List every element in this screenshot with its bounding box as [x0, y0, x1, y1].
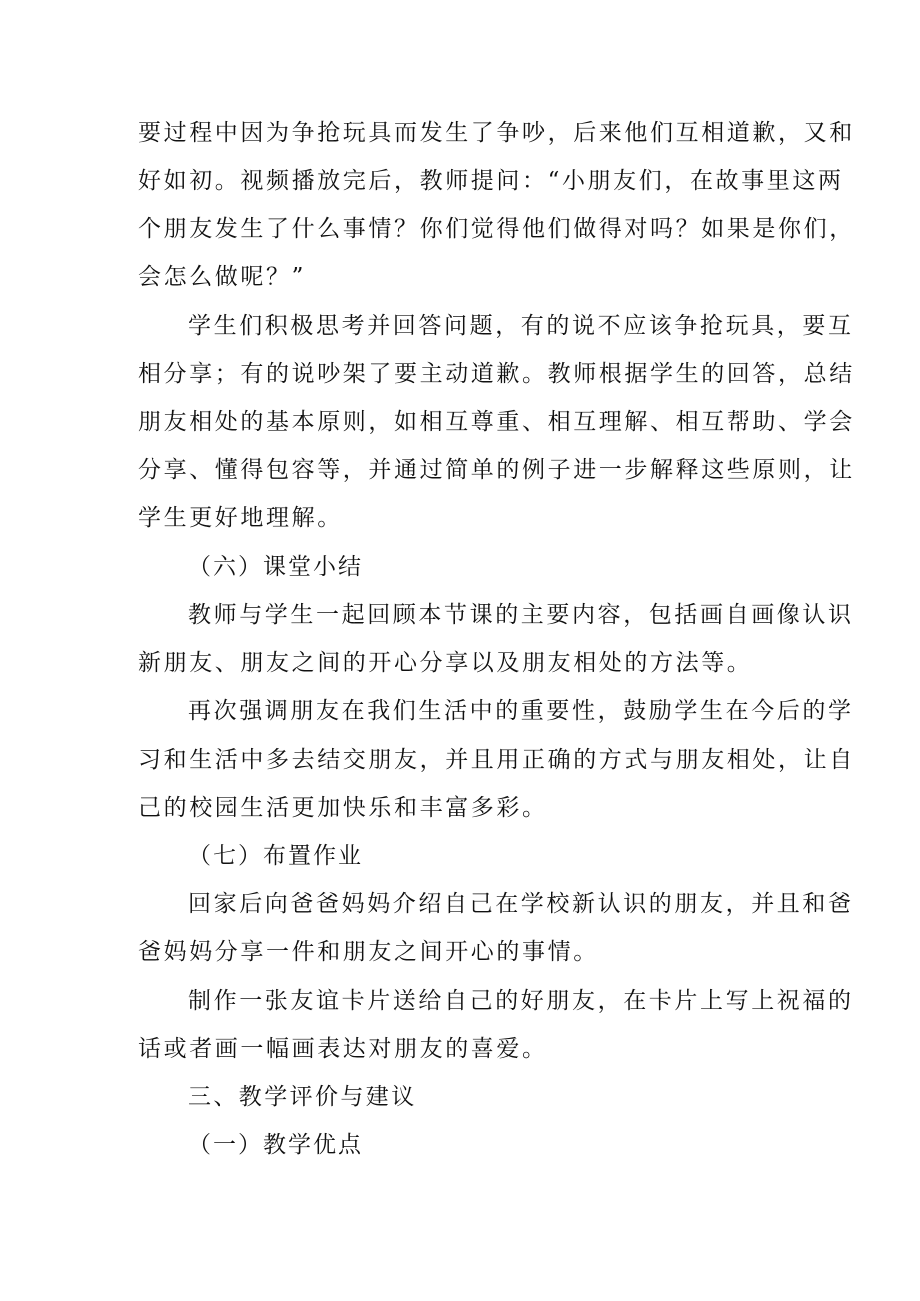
paragraph-2-line-5: 学生更好地理解。 — [138, 505, 343, 531]
heading-strengths: （一）教学优点 — [188, 1132, 363, 1158]
section-heading-evaluation: 三、教学评价与建议 — [188, 1084, 417, 1110]
paragraph-1-line-3: 个朋友发生了什么事情？你们觉得他们做得对吗？如果是你们， — [138, 216, 855, 242]
heading-homework: （七）布置作业 — [188, 843, 363, 869]
paragraph-1-line-4: 会怎么做呢？” — [138, 264, 306, 290]
paragraph-3-line-2: 新朋友、朋友之间的开心分享以及朋友相处的方法等。 — [138, 650, 753, 676]
paragraph-6-line-2: 话或者画一幅画表达对朋友的喜爱。 — [138, 1036, 548, 1062]
paragraph-1-line-1: 要过程中因为争抢玩具而发生了争吵，后来他们互相道歉，又和 — [138, 120, 855, 146]
paragraph-1-line-2: 好如初。视频播放完后，教师提问：“小朋友们，在故事里这两 — [138, 168, 844, 194]
paragraph-5-line-1: 回家后向爸爸妈妈介绍自己在学校新认识的朋友，并且和爸 — [188, 891, 854, 917]
paragraph-6-line-1: 制作一张友谊卡片送给自己的好朋友，在卡片上写上祝福的 — [188, 988, 854, 1014]
paragraph-4-line-1: 再次强调朋友在我们生活中的重要性，鼓励学生在今后的学 — [188, 698, 854, 724]
paragraph-5-line-2: 爸妈妈分享一件和朋友之间开心的事情。 — [138, 939, 599, 965]
heading-summary: （六）课堂小结 — [188, 554, 363, 580]
paragraph-4-line-3: 己的校园生活更加快乐和丰富多彩。 — [138, 795, 548, 821]
paragraph-4-line-2: 习和生活中多去结交朋友，并且用正确的方式与朋友相处，让自 — [138, 747, 855, 773]
paragraph-2-line-3: 朋友相处的基本原则，如相互尊重、相互理解、相互帮助、学会 — [138, 409, 855, 435]
paragraph-2-line-1: 学生们积极思考并回答问题，有的说不应该争抢玩具，要互 — [188, 313, 854, 339]
paragraph-3-line-1: 教师与学生一起回顾本节课的主要内容，包括画自画像认识 — [188, 602, 854, 628]
paragraph-2-line-4: 分享、懂得包容等，并通过简单的例子进一步解释这些原则，让 — [138, 457, 855, 483]
paragraph-2-line-2: 相分享；有的说吵架了要主动道歉。教师根据学生的回答，总结 — [138, 361, 855, 387]
